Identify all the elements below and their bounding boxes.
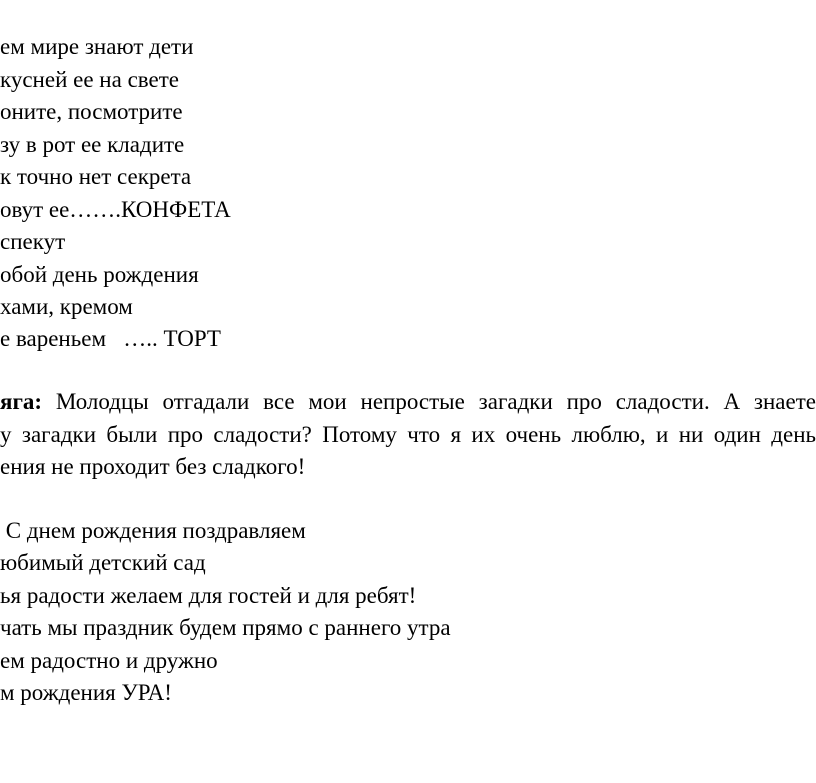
song-line: юбимый детский сад [0, 550, 206, 575]
riddle-line: к точно нет секрета [0, 164, 192, 189]
dialogue-line-2: у загадки были про сладости? Потому что я их очень люблю, и ни один день [0, 422, 816, 447]
dialogue-line-3: ения не проходит без сладкого! [0, 454, 306, 479]
riddle-line: оните, посмотрите [0, 99, 183, 124]
speaker-name: яга: [0, 389, 43, 414]
riddle-line: е вареньем ….. ТОРТ [0, 326, 221, 351]
riddle-line: ем мире знают дети [0, 34, 194, 59]
song-line: чать мы праздник будем прямо с раннего утра [0, 615, 451, 640]
song-line: ья радости желаем для гостей и для ребят! [0, 583, 417, 608]
riddle-line: овут ее…….КОНФЕТА [0, 197, 231, 222]
dialogue-text: Молодцы отгадали все мои непростые загадки про сладости. А знаете [42, 389, 816, 414]
song-line: С днем рождения поздравляем [0, 518, 306, 543]
dialogue-line-1 [0, 389, 816, 415]
song-line: ем радостно и дружно [0, 648, 218, 673]
riddle-line: кусней ее на свете [0, 67, 179, 92]
riddle-line: хами, кремом [0, 294, 133, 319]
song-line: м рождения УРА! [0, 680, 172, 705]
riddle-line: зу в рот ее кладите [0, 132, 185, 157]
riddle-line: обой день рождения [0, 262, 199, 287]
riddle-line: спекут [0, 229, 66, 254]
